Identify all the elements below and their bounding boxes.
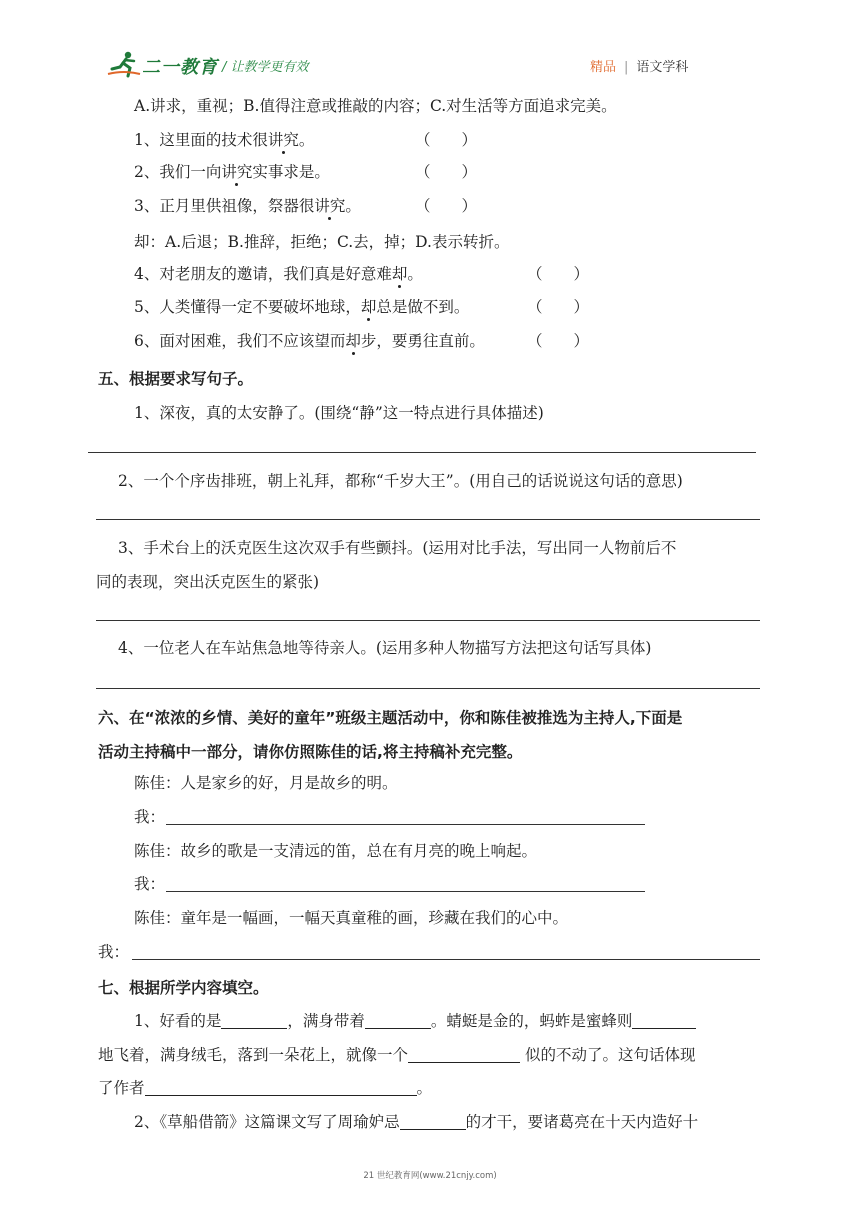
dialogue-chen: 陈佳：故乡的歌是一支清远的笛，总在有月亮的晚上响起。 [134,842,538,860]
answer-line[interactable] [166,824,645,825]
dialogue-me-label: 我： [98,943,130,961]
question-item: 3、正月里供祖像，祭器很讲究。 [134,197,361,215]
answer-line[interactable] [96,519,760,520]
dialogue-chen: 陈佳：童年是一幅画，一幅天真童稚的画，珍藏在我们的心中。 [134,909,569,927]
question-text: 2、一个个序齿排班，朝上礼拜，都称“千岁大王”。(用自己的话说说这句话的意思) [118,472,683,490]
question-text: 3、手术台上的沃克医生这次双手有些颤抖。(运用对比手法，写出同一人物前后不 [118,539,677,557]
logo-text: 二一教育 [142,57,218,78]
answer-line[interactable] [96,620,760,621]
answer-line[interactable] [96,688,760,689]
answer-line[interactable] [132,959,760,960]
fill-blank[interactable] [221,1012,287,1029]
question-item: 1、这里面的技术很讲究。 [134,131,315,149]
answer-parentheses[interactable]: （ ） [527,265,590,283]
section-title: 六、在“浓浓的乡情、美好的童年”班级主题活动中，你和陈佳被推选为主持人,下面是 [98,709,683,727]
fill-blank[interactable] [365,1012,431,1029]
dialogue-me-label: 我： [134,808,166,826]
fill-blank-line: 了作者 。 [98,1079,433,1097]
header-right [590,56,688,75]
section-title-cont: 活动主持稿中一部分，请你仿照陈佳的话,将主持稿补充完整。 [98,743,523,761]
question-text: 1、深夜，真的太安静了。(围绕“静”这一特点进行具体描述) [134,404,544,422]
fill-blank[interactable] [145,1079,417,1096]
question-item: 2、我们一向讲究实事求是。 [134,163,330,181]
dialogue-chen: 陈佳：人是家乡的好，月是故乡的明。 [134,774,398,792]
question-item: 5、人类懂得一定不要破坏地球，却总是做不到。 [134,298,470,316]
fill-blank-line: 1、好看的是 ，满身带着 。蜻蜓是金的，蚂蚱是蜜蜂则 [134,1011,696,1031]
answer-line[interactable] [88,452,756,453]
fill-blank[interactable] [632,1012,696,1029]
question-text: 4、一位老人在车站焦急地等待亲人。(运用多种人物描写方法把这句话写具体) [118,639,652,657]
fill-blank-line: 地飞着，满身绒毛，落到一朵花上，就像一个 似的不动了。这句话体现 [98,1046,696,1064]
dialogue-me-label: 我： [134,875,166,893]
answer-line[interactable] [166,891,645,892]
options-jiangjiu: A.讲求，重视；B.值得注意或推敲的内容；C.对生活等方面追求完美。 [134,97,617,115]
footer-text: 21 世纪教育网(www.21cnjy.com) [363,1171,497,1181]
answer-parentheses[interactable]: （ ） [415,163,478,181]
answer-parentheses[interactable]: （ ） [415,131,478,149]
section-title: 五、根据要求写句子。 [98,370,254,388]
premium-label: 精品 [590,60,617,75]
question-item: 4、对老朋友的邀请，我们真是好意难却。 [134,265,423,283]
header-slogan: / 让教学更有效 [222,60,309,75]
options-que: 却：A.后退；B.推辞，拒绝；C.去，掉；D.表示转折。 [134,233,510,251]
question-text: 同的表现，突出沃克医生的紧张) [96,573,320,591]
header-separator: | [624,60,629,75]
question-item: 6、面对困难，我们不应该望而却步，要勇往直前。 [134,332,485,350]
answer-parentheses[interactable]: （ ） [527,332,590,350]
answer-parentheses[interactable]: （ ） [527,298,590,316]
fill-blank-line: 2、《草船借箭》这篇课文写了周瑜妒忌 的才干，要诸葛亮在十天内造好十 [134,1113,699,1131]
answer-parentheses[interactable]: （ ） [415,197,478,215]
fill-blank[interactable] [408,1046,520,1063]
logo-runner-icon [106,50,142,78]
section-title: 七、根据所学内容填空。 [98,979,269,997]
fill-blank[interactable] [400,1113,466,1130]
subject-label: 语文学科 [636,60,689,75]
